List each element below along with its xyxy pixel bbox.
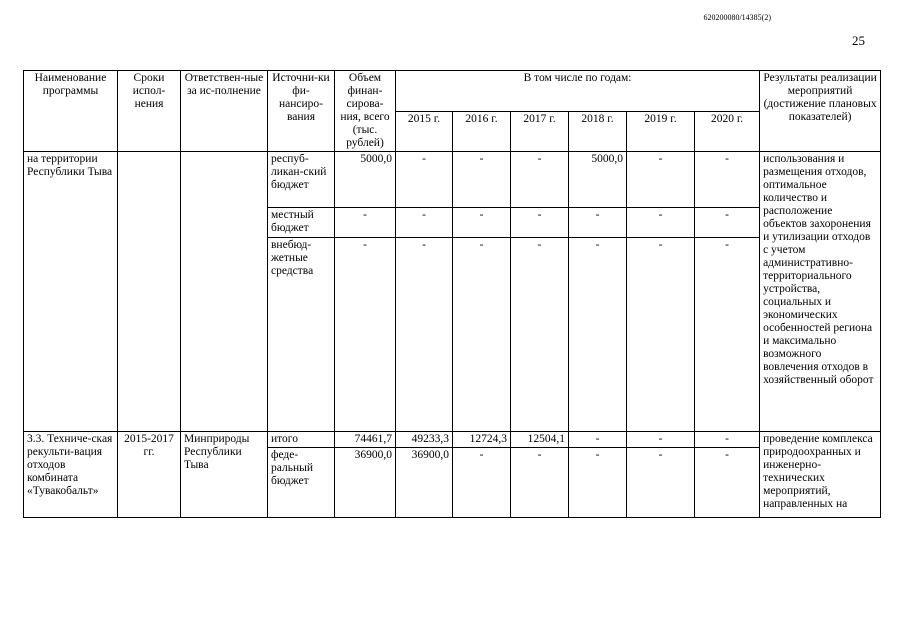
col-header-responsible: Ответствен-ные за ис-полнение xyxy=(181,71,268,152)
col-header-sources: Источни-ки фи-нансиро-вания xyxy=(268,71,335,152)
year-value-cell: - xyxy=(453,238,511,432)
col-header-year: 2015 г. xyxy=(396,111,453,152)
year-value-cell: - xyxy=(627,448,695,518)
total-cell: - xyxy=(335,208,396,238)
year-value-cell: - xyxy=(453,448,511,518)
col-header-results: Результаты реализации мероприятий (достижение плановых показателей) xyxy=(760,71,881,152)
source-cell: феде-ральный бюджет xyxy=(268,448,335,518)
year-value-cell: - xyxy=(453,152,511,208)
year-value-cell: - xyxy=(511,208,569,238)
table-row xyxy=(24,152,881,208)
year-value-cell: - xyxy=(627,432,695,448)
year-value-cell: - xyxy=(569,432,627,448)
year-value-cell: 12504,1 xyxy=(511,432,569,448)
year-value-cell: - xyxy=(627,208,695,238)
year-value-cell: - xyxy=(695,448,760,518)
source-cell: внебюд-жетные средства xyxy=(268,238,335,432)
col-header-name: Наименование программы xyxy=(24,71,118,152)
year-value-cell: - xyxy=(396,152,453,208)
year-value-cell: 36900,0 xyxy=(396,448,453,518)
terms-cell: 2015-2017 гг. xyxy=(118,432,181,518)
year-value-cell: - xyxy=(695,208,760,238)
source-cell: итого xyxy=(268,432,335,448)
year-value-cell: - xyxy=(396,208,453,238)
program-name-cell: на территории Республики Тыва xyxy=(24,152,118,432)
total-cell: 5000,0 xyxy=(335,152,396,208)
year-value-cell: 12724,3 xyxy=(453,432,511,448)
year-value-cell: - xyxy=(627,152,695,208)
year-value-cell: 5000,0 xyxy=(569,152,627,208)
responsible-cell xyxy=(181,152,268,432)
year-value-cell: - xyxy=(511,448,569,518)
col-header-year: 2016 г. xyxy=(453,111,511,152)
year-value-cell: - xyxy=(627,238,695,432)
document-id: 620200080/14385(2) xyxy=(703,13,771,22)
table-header-row xyxy=(24,71,881,112)
terms-cell xyxy=(118,152,181,432)
source-cell: местный бюджет xyxy=(268,208,335,238)
col-header-year: 2018 г. xyxy=(569,111,627,152)
year-value-cell: - xyxy=(511,238,569,432)
page-number: 25 xyxy=(852,33,865,48)
year-value-cell: - xyxy=(396,238,453,432)
responsible-cell: Минприроды Республики Тыва xyxy=(181,432,268,518)
col-header-year: 2017 г. xyxy=(511,111,569,152)
total-cell: 36900,0 xyxy=(335,448,396,518)
year-value-cell: - xyxy=(511,152,569,208)
table-row xyxy=(24,432,881,448)
program-name-cell: 3.3. Техниче-ская рекульти-вация отходов комбината «Тувакобальт» xyxy=(24,432,118,518)
year-value-cell: - xyxy=(695,152,760,208)
results-cell: использования и размещения отходов, оптимальное количество и расположение объектов захоронения и утилизации отходов с учетом административно-территориального устройства, социальных и экономических особенностей региона и максимально возможного вовлечения отходов в хозяйственный оборот xyxy=(760,152,881,432)
results-cell: проведение комплекса природоохранных и инженерно-технических мероприятий, направленных на xyxy=(760,432,881,518)
total-cell: - xyxy=(335,238,396,432)
year-value-cell: - xyxy=(569,208,627,238)
program-table xyxy=(23,70,881,518)
year-value-cell: - xyxy=(569,448,627,518)
col-header-years-group: В том числе по годам: xyxy=(396,71,760,112)
year-value-cell: - xyxy=(695,432,760,448)
col-header-terms: Сроки испол-нения xyxy=(118,71,181,152)
col-header-volume: Объем финан-сирова-ния, всего (тыс. рублей) xyxy=(335,71,396,152)
year-value-cell: 49233,3 xyxy=(396,432,453,448)
col-header-year: 2019 г. xyxy=(627,111,695,152)
col-header-year: 2020 г. xyxy=(695,111,760,152)
year-value-cell: - xyxy=(453,208,511,238)
source-cell: респуб-ликан-ский бюджет xyxy=(268,152,335,208)
year-value-cell: - xyxy=(569,238,627,432)
total-cell: 74461,7 xyxy=(335,432,396,448)
year-value-cell: - xyxy=(695,238,760,432)
